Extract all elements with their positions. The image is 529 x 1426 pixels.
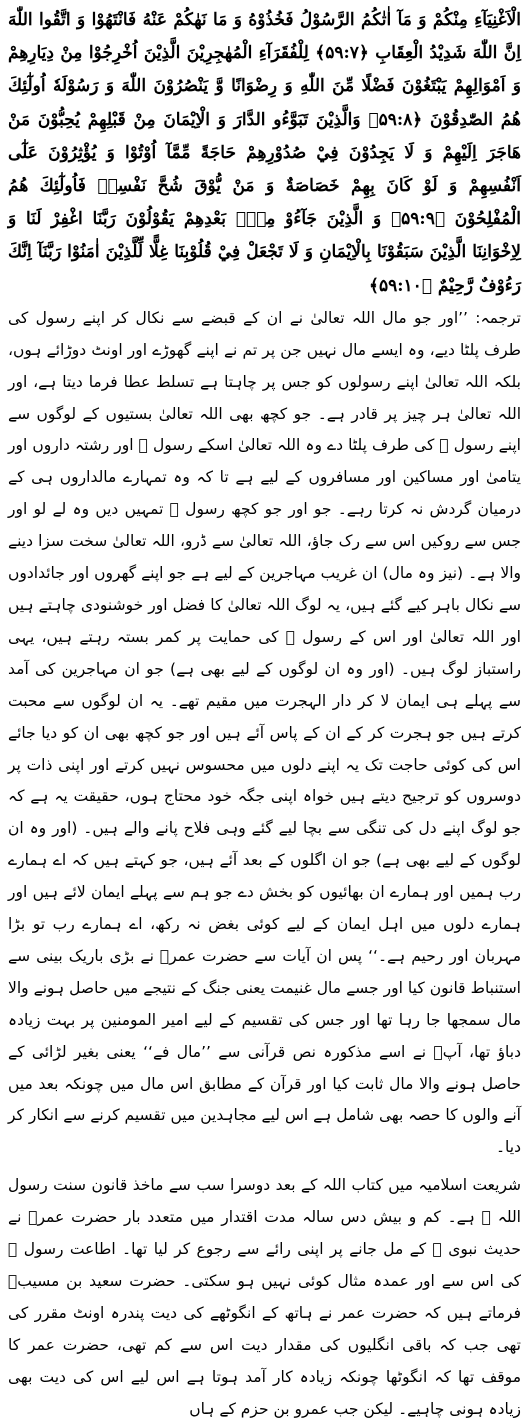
quran-arabic-passage: الْاَغْنِيَآءِ مِنْكُمْ وَ مَآ اٰتٰكُمُ الرَّسُوْلُ فَخُذُوْهُ وَ مَا نَهٰكُمْ عَنْهُ فَانْتَهُوْا وَ اتَّقُوا اللّٰهَ اِنَّ اللّٰهَ شَدِيْدُ الْعِقَابِ ﴿۵۹:۷﴾ لِلْفُقَرَآءِ الْمُهٰجِرِيْنَ الَّذِيْنَ اُخْرِجُوْا مِنْ دِيَارِهِمْ وَ اَمْوَالِهِمْ يَبْتَغُوْنَ فَضْلًا مِّنَ اللّٰهِ وَ رِضْوَانًا وَّ يَنْصُرُوْنَ اللّٰهَ وَ رَسُوْلَهٗ اُولٰٓئِكَ هُمُ الصّٰدِقُوْنَ ﴿۵۹:۸﴾ وَالَّذِيْنَ تَبَوَّءُو الدَّارَ وَ الْاِيْمَانَ مِنْ قَبْلِهِمْ يُحِبُّوْنَ مَنْ هَاجَرَ اِلَيْهِمْ وَ لَا يَجِدُوْنَ فِيْ صُدُوْرِهِمْ حَاجَةً مِّمَّآ اُوْتُوْا وَ يُؤْثِرُوْنَ عَلٰٓى اَنْفُسِهِمْ وَ لَوْ كَانَ بِهِمْ خَصَاصَةٌ وَ مَنْ يُّوْقَ شُحَّ نَفْسِهٖ فَاُولٰٓئِكَ هُمُ الْمُفْلِحُوْنَ ﴿۵۹:۹﴾ وَ الَّذِيْنَ جَآءُوْ مِنْۢ بَعْدِهِمْ يَقُوْلُوْنَ رَبَّنَا اغْفِرْ لَنَا وَ لِاِخْوَانِنَا الَّذِيْنَ سَبَقُوْنَا بِالْاِيْمَانِ وَ لَا تَجْعَلْ فِيْ قُلُوْبِنَا غِلًّا لِّلَّذِيْنَ اٰمَنُوْا رَبَّنَآ اِنَّكَ رَءُوْفٌ رَّحِيْمٌ ﴿۵۹:۱۰﴾ bbox=[8, 10, 521, 296]
urdu-translation-paragraph: ترجمہ: ’’اور جو مال اللہ تعالیٰ نے ان کے قبضے سے نکال کر اپنے رسول کی طرف پلٹا دیے، وہ ایسے مال نہیں جن پر تم نے اپنے گھوڑے اور اونٹ دوڑائے ہوں، بلکہ اللہ تعالیٰ اپنے رسولوں کو جس پر چاہتا ہے تسلط عطا فرما دیتا ہے، اور اللہ تعالیٰ ہر چیز پر قادر ہے۔ جو کچھ بھی اللہ تعالیٰ بستیوں کے لوگوں سے اپنے رسول ﷺ کی طرف پلٹا دے وہ اللہ تعالیٰ اسکے رسول ﷺ اور رشتہ داروں اور یتامیٰ اور مساکین اور مسافروں کے لیے ہے تا کہ وہ تمہارے مالداروں ہی کے درمیان گردش نہ کرتا رہے۔ جو اور جو کچھ رسول ﷺ تمہیں دیں وہ لے لو اور جس سے روکیں اس سے رک جاؤ، اللہ تعالیٰ سے ڈرو، اللہ تعالیٰ سخت سزا دینے والا ہے۔ (نیز وہ مال) ان غریب مہاجرین کے لیے ہے جو اپنے گھروں اور جائدادوں سے نکال باہر کیے گئے ہیں، یہ لوگ اللہ تعالیٰ کا فضل اور خوشنودی چاہتے ہیں اور اللہ تعالیٰ اور اس کے رسول ﷺ کی حمایت پر کمر بستہ رہتے ہیں، یہی راستباز لوگ ہیں۔ (اور وہ ان لوگوں کے لیے بھی ہے) جو ان مہاجرین کی آمد سے پہلے ہی ایمان لا کر دار الہجرت میں مقیم تھے۔ یہ ان لوگوں سے محبت کرتے ہیں جو ہجرت کر کے ان کے پاس آئے ہیں اور جو کچھ بھی ان کو دیا جائے اس کی کوئی حاجت تک یہ اپنے دلوں میں محسوس نہیں کرتے اور اپنی ذات پر دوسروں کو ترجیح دیتے ہیں خواہ اپنی جگہ خود محتاج ہوں، حقیقت یہ ہے کہ جو لوگ اپنے دل کی تنگی سے بچا لیے گئے وہی فلاح پانے والے ہیں۔ (اور وہ ان لوگوں کے لیے بھی ہے) جو ان اگلوں کے بعد آئے ہیں، جو کہتے ہیں کہ اے ہمارے رب ہمیں اور ہمارے ان بھائیوں کو بخش دے جو ہم سے پہلے ایمان لائے ہیں اور ہمارے دلوں میں اہل ایمان کے لیے کوئی بغض نہ رکھ، اے ہمارے رب تو بڑا مہربان اور رحیم ہے۔‘‘ پس ان آیات سے حضرت عمرؓ نے بڑی باریک بینی سے استنباط قانون کیا اور جسے مال غنیمت یعنی جنگ کے نتیجے میں حاصل ہونے والا مال سمجھا جا رہا تھا اور جس کی تقسیم کے لیے امیر المومنین پر بہت زیادہ دباؤ تھا، آپؓ نے اسے مذکورہ نص قرآنی سے ’’مال فے‘‘ یعنی بغیر لڑائی کے حاصل ہونے والا مال ثابت کیا اور قرآن کے مطابق اس مال میں چونکہ بعد میں آنے والوں کا حصہ بھی شامل ہے اس لیے مجاہدین میں تقسیم کرنے سے انکار کر دیا۔ bbox=[8, 308, 521, 1157]
urdu-second-paragraph: شریعت اسلامیہ میں کتاب اللہ کے بعد دوسرا سب سے ماخذ قانون سنت رسول اللہ ﷺ ہے۔ کم و بیش دس سالہ مدت اقتدار میں متعدد بار حضرت عمرؓ نے حدیث نبوی ﷺ کے مل جانے پر اپنی رائے سے رجوع کر لیا تھا۔ اطاعت رسول ﷺ کی اس سے اور عمدہ مثال کوئی نہیں ہو سکتی۔ حضرت سعید بن مسیبؒ فرماتے ہیں کہ حضرت عمر نے ہاتھ کے انگوٹھے کی دیت پندرہ اونٹ مقرر کی تھی جب کہ باقی انگلیوں کی مقدار دیت اس سے کم تھی، حضرت عمر کا موقف تھا کہ انگوٹھا چونکہ زیادہ کار آمد ہوتا ہے اس لیے اس کی دیت بھی زیادہ ہونی چاہیے۔ لیکن جب عمرو بن حزم کے ہاں bbox=[8, 1176, 521, 1418]
